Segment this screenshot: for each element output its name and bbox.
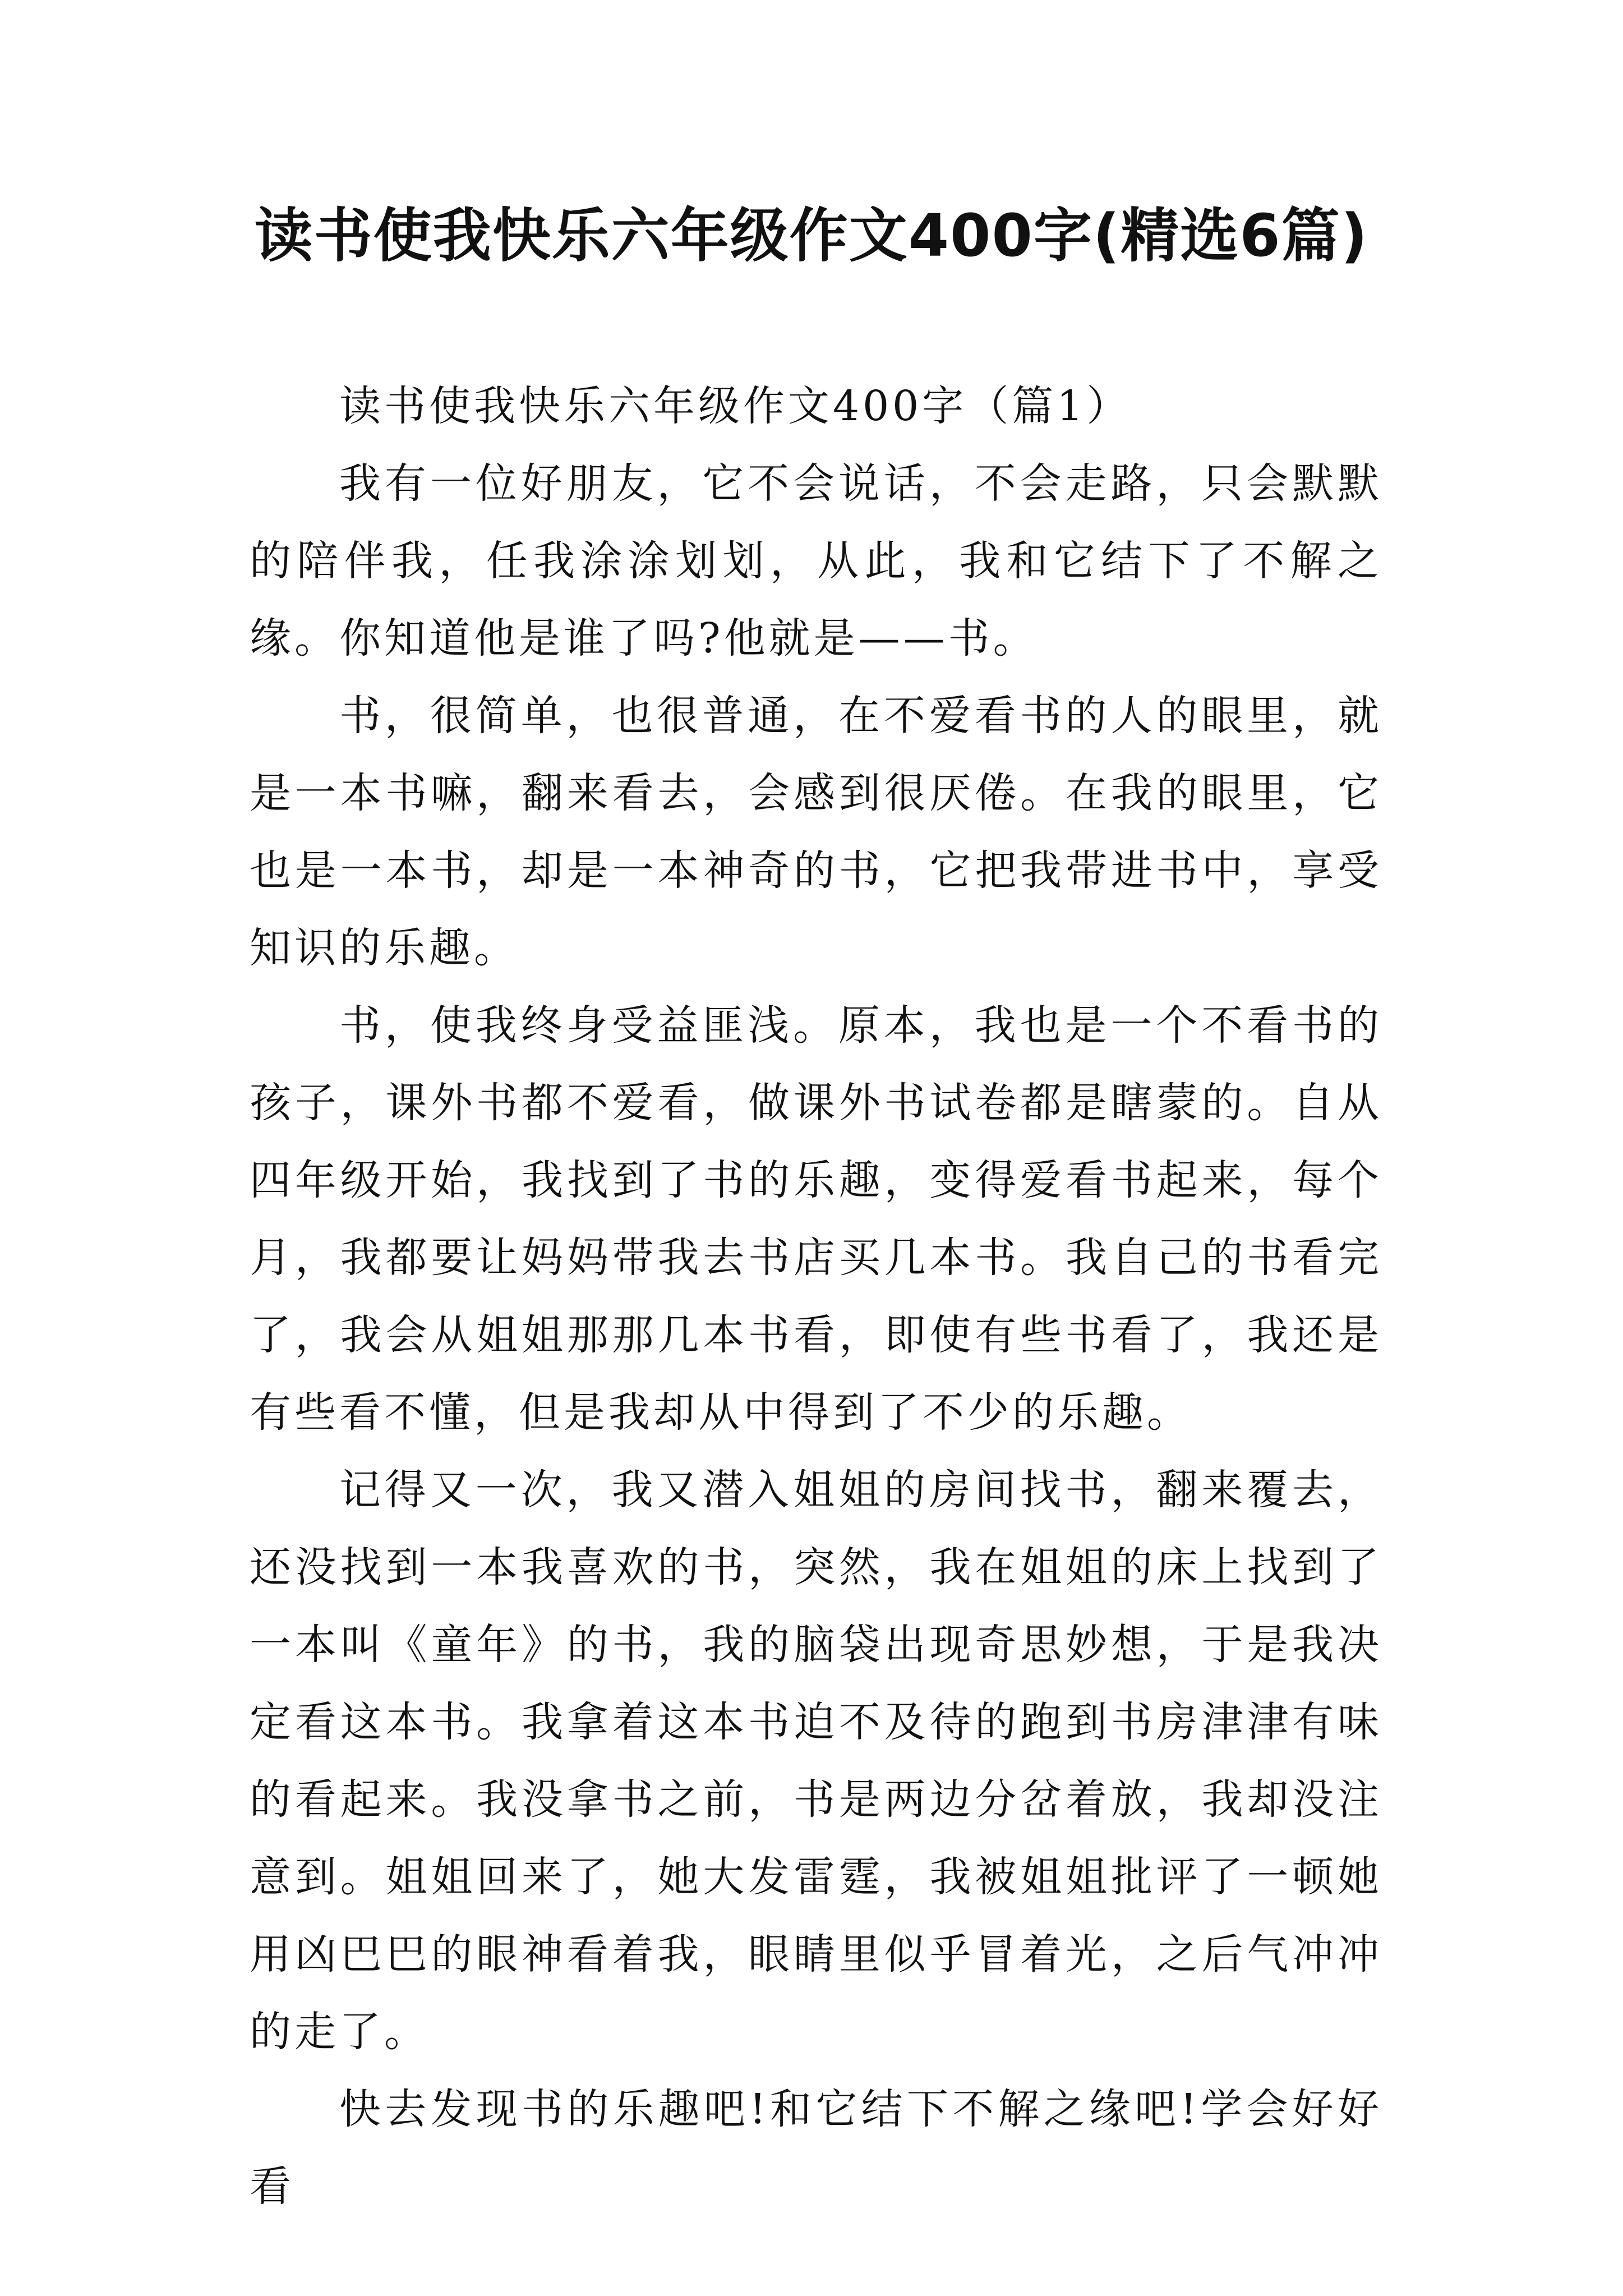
document-body bbox=[250, 367, 1382, 2225]
paragraph-3: 书，使我终身受益匪浅。原本，我也是一个不看书的孩子，课外书都不爱看，做课外书试卷都是瞎蒙的。自从四年级开始，我找到了书的乐趣，变得爱看书起来，每个月，我都要让妈妈带我去书店买几本书。我自己的书看完了，我会从姐姐那那几本书看，即使有些书看了，我还是有些看不懂，但是我却从中得到了不少的乐趣。 bbox=[250, 1001, 1382, 1437]
paragraph-2: 书，很简单，也很普通，在不爱看书的人的眼里，就是一本书嘛，翻来看去，会感到很厌倦。在我的眼里，它也是一本书，却是一本神奇的书，它把我带进书中，享受知识的乐趣。 bbox=[250, 692, 1382, 972]
paragraph-4: 记得又一次，我又潜入姐姐的房间找书，翻来覆去，还没找到一本我喜欢的书，突然，我在姐姐的床上找到了一本叫《童年》的书，我的脑袋出现奇思妙想，于是我决定看这本书。我拿着这本书迫不及待的跑到书房津津有味的看起来。我没拿书之前，书是两边分岔着放，我却没注意到。姐姐回来了，她大发雷霆，我被姐姐批评了一顿她用凶巴巴的眼神看着我，眼睛里似乎冒着光，之后气冲冲的走了。 bbox=[250, 1466, 1382, 2056]
paragraph-1: 我有一位好朋友，它不会说话，不会走路，只会默默的陪伴我，任我涂涂划划，从此，我和它结下了不解之缘。你知道他是谁了吗?他就是——书。 bbox=[250, 459, 1382, 662]
section-heading: 读书使我快乐六年级作文400字（篇1） bbox=[339, 382, 1132, 430]
document-title: 读书使我快乐六年级作文400字(精选6篇) bbox=[254, 201, 1369, 270]
paragraph-5: 快去发现书的乐趣吧!和它结下不解之缘吧!学会好好看 bbox=[250, 2085, 1382, 2211]
